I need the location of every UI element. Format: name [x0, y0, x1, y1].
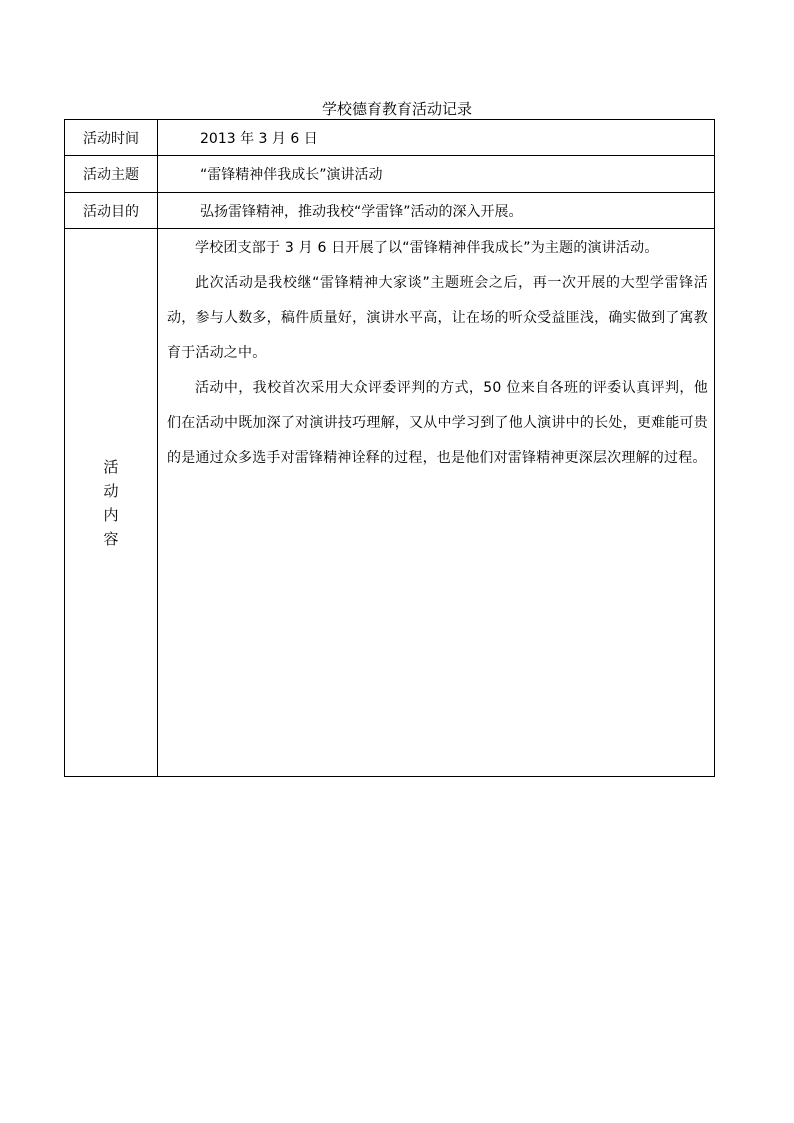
purpose-label: 活动目的 [65, 193, 158, 229]
purpose-value: 弘扬雷锋精神，推动我校“学雷锋”活动的深入开展。 [158, 193, 715, 229]
theme-value: “雷锋精神伴我成长”演讲活动 [158, 156, 715, 193]
content-cell [158, 229, 715, 777]
content-paragraph: 学校团支部于 3 月 6 日开展了以“雷锋精神伴我成长”为主题的演讲活动。 [195, 240, 659, 256]
time-value: 2013 年 3 月 6 日 [158, 120, 715, 156]
table-row-purpose [65, 193, 715, 229]
theme-label: 活动主题 [65, 156, 158, 193]
table-row-theme [65, 156, 715, 193]
content-label-cell [65, 229, 158, 777]
content-label [65, 455, 157, 551]
content-label-char: 内 [103, 505, 119, 524]
content-paragraph: 活动中，我校首次采用大众评委评判的方式，50 位来自各班的评委认真评判，他们在活动中既加深了对演讲技巧理解，又从中学习到了他人演讲中的长处，更难能可贵的是通过众多选手对雷锋精神诠释的过程，也是他们对雷锋精神更深层次理解的过程。 [167, 380, 708, 466]
content-label-char: 活 [103, 457, 119, 476]
content-paragraph: 此次活动是我校继“雷锋精神大家谈”主题班会之后，再一次开展的大型学雷锋活动，参与人数多，稿件质量好，演讲水平高，让在场的听众受益匪浅，确实做到了寓教育于活动之中。 [167, 275, 708, 361]
content-label-char: 动 [103, 481, 119, 500]
table-row-content [65, 229, 715, 777]
content-label-char: 容 [103, 529, 119, 548]
document-title: 学校德育教育活动记录 [321, 100, 472, 118]
time-label: 活动时间 [65, 120, 158, 156]
table-row-time [65, 120, 715, 156]
activity-record-table [64, 119, 715, 777]
